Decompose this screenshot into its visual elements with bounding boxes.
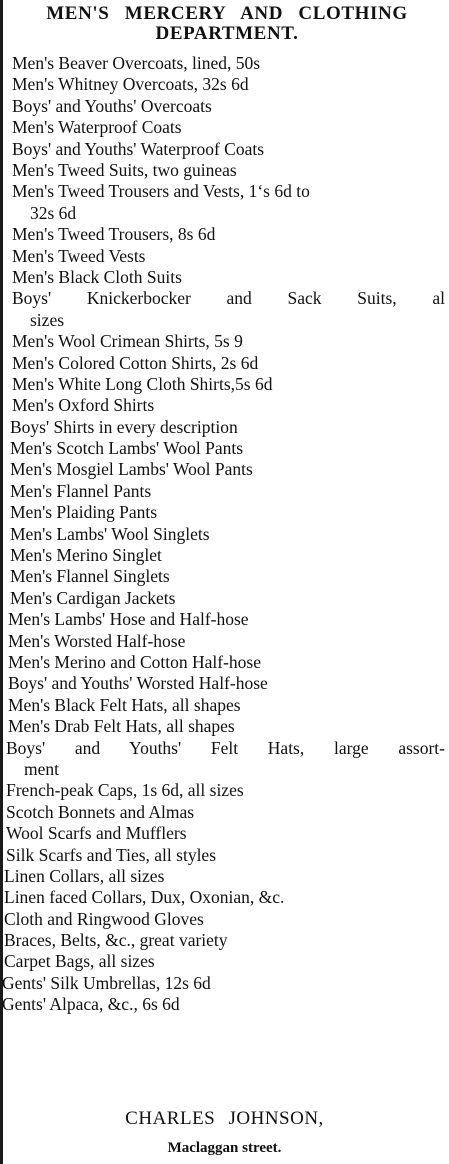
list-item bbox=[0, 652, 449, 673]
list-item bbox=[0, 502, 449, 523]
list-item-text: Men's Drab Felt Hats, all shapes bbox=[8, 716, 235, 737]
list-item-text: Boys' and Youths' Overcoats bbox=[12, 95, 212, 116]
list-item-text: Men's Plaiding Pants bbox=[10, 502, 158, 523]
list-item-text: Boys' and Youths' Felt Hats, large assort- bbox=[6, 737, 445, 758]
list-item bbox=[0, 96, 449, 117]
list-item bbox=[0, 395, 449, 416]
list-item bbox=[0, 374, 449, 395]
list-item bbox=[0, 331, 449, 352]
list-item bbox=[0, 994, 449, 1015]
list-item bbox=[0, 566, 449, 587]
list-item-text: Men's Tweed Vests bbox=[12, 245, 146, 266]
list-item bbox=[0, 802, 449, 823]
list-item bbox=[0, 481, 449, 502]
list-item-text: Linen faced Collars, Dux, Oxonian, &c. bbox=[4, 887, 285, 908]
list-item bbox=[0, 117, 449, 138]
list-item bbox=[0, 738, 449, 781]
list-item-text: Cloth and Ringwood Gloves bbox=[4, 908, 204, 929]
list-item-text: Men's Tweed Suits, two guineas bbox=[12, 159, 237, 180]
list-item-text: Scotch Bonnets and Almas bbox=[6, 801, 195, 822]
list-item bbox=[0, 909, 449, 930]
list-item bbox=[0, 545, 449, 566]
list-item bbox=[0, 417, 449, 438]
list-item bbox=[0, 160, 449, 181]
list-item bbox=[0, 609, 449, 630]
list-item bbox=[0, 181, 449, 224]
list-item-text: Boys' Shirts in every description bbox=[10, 416, 238, 437]
list-item-text: Men's Beaver Overcoats, lined, 50s bbox=[12, 53, 261, 73]
list-item-text: Men's Lambs' Wool Singlets bbox=[10, 523, 210, 544]
list-item bbox=[0, 951, 449, 972]
list-item bbox=[0, 524, 449, 545]
list-item-text: Men's Flannel Pants bbox=[10, 480, 152, 501]
list-item-text: Men's Flannel Singlets bbox=[10, 566, 170, 587]
list-item bbox=[0, 823, 449, 844]
list-item-text: Gents' Silk Umbrellas, 12s 6d bbox=[2, 972, 211, 993]
list-item bbox=[0, 288, 449, 331]
list-item-text: Men's Wool Crimean Shirts, 5s 9 bbox=[12, 331, 243, 352]
list-item-text: French-peak Caps, 1s 6d, all sizes bbox=[6, 780, 244, 801]
list-item-text: Men's Worsted Half-hose bbox=[8, 630, 186, 651]
heading-line-1: MEN'S MERCERY AND CLOTHING bbox=[46, 4, 408, 24]
list-item bbox=[0, 588, 449, 609]
list-item-continuation: 32s 6d bbox=[30, 202, 77, 223]
list-item bbox=[0, 695, 449, 716]
list-item bbox=[0, 353, 449, 374]
list-item-text: Men's Merino Singlet bbox=[10, 545, 162, 566]
list-item bbox=[0, 631, 449, 652]
list-item-text: Boys' Knickerbocker and Sack Suits, al bbox=[12, 288, 445, 309]
list-item bbox=[0, 438, 449, 459]
list-item-text: Wool Scarfs and Mufflers bbox=[6, 823, 187, 844]
list-item-text: Men's White Long Cloth Shirts,5s 6d bbox=[12, 373, 273, 394]
list-item bbox=[0, 930, 449, 951]
list-item bbox=[0, 459, 449, 480]
list-item-text: Gents' Alpaca, &c., 6s 6d bbox=[2, 994, 180, 1015]
list-item-text: Silk Scarfs and Ties, all styles bbox=[6, 844, 217, 865]
list-item bbox=[0, 74, 449, 95]
list-item-text: Men's Tweed Trousers, 8s 6d bbox=[12, 224, 216, 245]
list-item bbox=[0, 53, 449, 74]
list-item-text: Boys' and Youths' Waterproof Coats bbox=[12, 138, 265, 159]
list-item-text: Men's Cardigan Jackets bbox=[10, 587, 176, 608]
heading-line-2: DEPARTMENT. bbox=[155, 23, 299, 44]
item-list bbox=[0, 53, 449, 1016]
list-item bbox=[0, 866, 449, 887]
merchant-street: Maclaggan street. bbox=[167, 1140, 282, 1156]
list-item-text: Men's Scotch Lambs' Wool Pants bbox=[10, 438, 244, 459]
list-item bbox=[0, 716, 449, 737]
list-item-text: Linen Collars, all sizes bbox=[4, 865, 165, 886]
list-item-text: Men's Merino and Cotton Half-hose bbox=[8, 651, 261, 672]
list-item-text: Men's Tweed Trousers and Vests, 1‘s 6d to bbox=[12, 181, 310, 202]
list-item bbox=[0, 845, 449, 866]
list-item-continuation: ment bbox=[24, 758, 59, 779]
list-item-text: Men's Colored Cotton Shirts, 2s 6d bbox=[12, 352, 259, 373]
list-item-continuation: sizes bbox=[30, 309, 65, 330]
list-item bbox=[0, 780, 449, 801]
department-heading bbox=[8, 4, 446, 44]
list-item-text: Men's Whitney Overcoats, 32s 6d bbox=[12, 74, 249, 95]
list-item bbox=[0, 224, 449, 245]
list-item bbox=[0, 973, 449, 994]
list-item-text: Men's Oxford Shirts bbox=[12, 395, 155, 416]
list-item bbox=[0, 673, 449, 694]
list-item bbox=[0, 887, 449, 908]
list-item-text: Men's Lambs' Hose and Half-hose bbox=[8, 609, 249, 630]
list-item-text: Men's Waterproof Coats bbox=[12, 117, 182, 138]
list-item bbox=[0, 267, 449, 288]
list-item bbox=[0, 246, 449, 267]
list-item-text: Men's Black Felt Hats, all shapes bbox=[8, 694, 241, 715]
list-item-text: Men's Black Cloth Suits bbox=[12, 266, 182, 287]
merchant-name: CHARLES JOHNSON, bbox=[125, 1108, 324, 1129]
list-item bbox=[0, 139, 449, 160]
list-item-text: Men's Mosgiel Lambs' Wool Pants bbox=[10, 459, 253, 480]
list-item-text: Braces, Belts, &c., great variety bbox=[4, 930, 228, 951]
list-item-text: Carpet Bags, all sizes bbox=[4, 951, 155, 972]
list-item-text: Boys' and Youths' Worsted Half-hose bbox=[8, 673, 268, 694]
